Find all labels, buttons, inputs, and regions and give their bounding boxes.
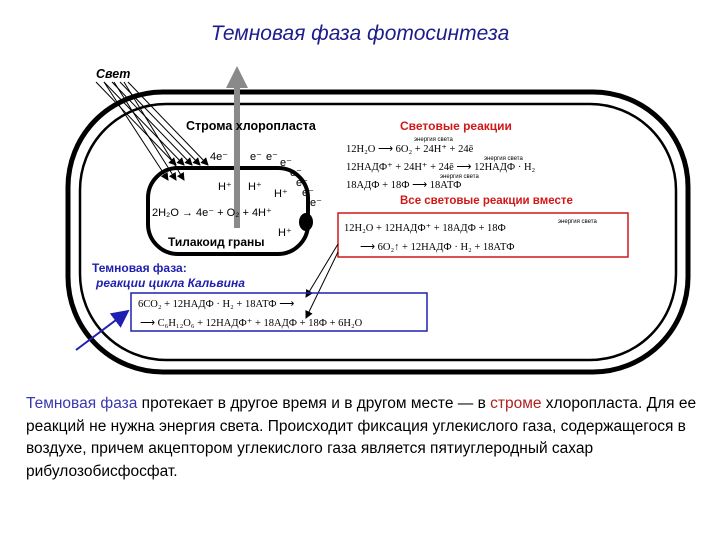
proton-label: H⁺ [274,188,288,200]
caption-text: хлоропласта. Для ее реакций не нужна энергия света. Происходит фиксация углекислого газа, содержащегося в воздухе, причем акцептором углекислого газа является пятиуглеродный сахар рибулозобисфосфат. [26,395,697,480]
stroma-term: строме [490,395,542,412]
light-equation-1: 12H₂O ⟶ 6O₂ + 24H⁺ + 24ē [346,144,474,155]
photosystem [299,213,313,231]
energy-label: энергия света [484,156,523,162]
link-arrow [306,244,338,297]
dark-phase-term: Темновая фаза [26,395,138,412]
electron-label: e⁻ [310,197,322,209]
description-paragraph [26,393,698,483]
energy-label: энергия света [440,174,479,180]
proton-label: H⁺ [248,181,262,193]
thylakoid-label: Тилакоид граны [168,235,265,249]
dark-equation-1: 6CO₂ + 12НАДФ · H₂ + 18АТФ ⟶ [138,299,295,310]
proton-label: H⁺ [218,181,232,193]
light-sum-line-2: ⟶ 6O₂↑ + 12НАДФ · H₂ + 18АТФ [360,242,515,253]
light-equation-3: 18АДФ + 18Ф ⟶ 18АТФ [346,180,462,191]
dark-phase-subheading: реакции цикла Кальвина [96,276,245,290]
light-equation-2: 12НАДФ⁺ + 24H⁺ + 24ē ⟶ 12НАДФ · H₂ [346,162,536,173]
stroma-label: Строма хлоропласта [186,119,316,133]
page-title: Темновая фаза фотосинтеза [210,22,510,45]
electron-label: 4e⁻ [210,151,229,163]
dark-phase-heading: Темновая фаза: [92,261,187,275]
electron-label: e⁻ [302,187,314,199]
water-split-equation: 2H₂O → 4e⁻ + O₂ + 4H⁺ [152,207,272,219]
caption-text: протекает в другое время и в другом месте — в [137,395,491,412]
oxygen-arrowhead [226,66,248,88]
energy-label: энергия света [558,219,597,225]
light-sum-line-1: 12H₂O + 12НАДФ⁺ + 18АДФ + 18Ф [344,223,506,234]
electron-label: e⁻ [266,151,278,163]
all-light-reactions-heading: Все световые реакции вместе [400,195,573,207]
proton-label: H⁺ [278,227,292,239]
electron-label: e⁻ [280,157,292,169]
link-arrow [306,252,338,318]
electron-label: e⁻ [296,177,308,189]
dark-equation-2: ⟶ C₆H₁₂O₆ + 12НАДФ⁺ + 18АДФ + 18Ф + 6H₂O [140,318,363,329]
electron-label: e⁻ [250,151,262,163]
light-label: Свет [96,67,131,81]
light-reactions-heading: Световые реакции [400,119,512,133]
energy-label: энергия света [414,137,453,143]
electron-label: e⁻ [290,167,302,179]
